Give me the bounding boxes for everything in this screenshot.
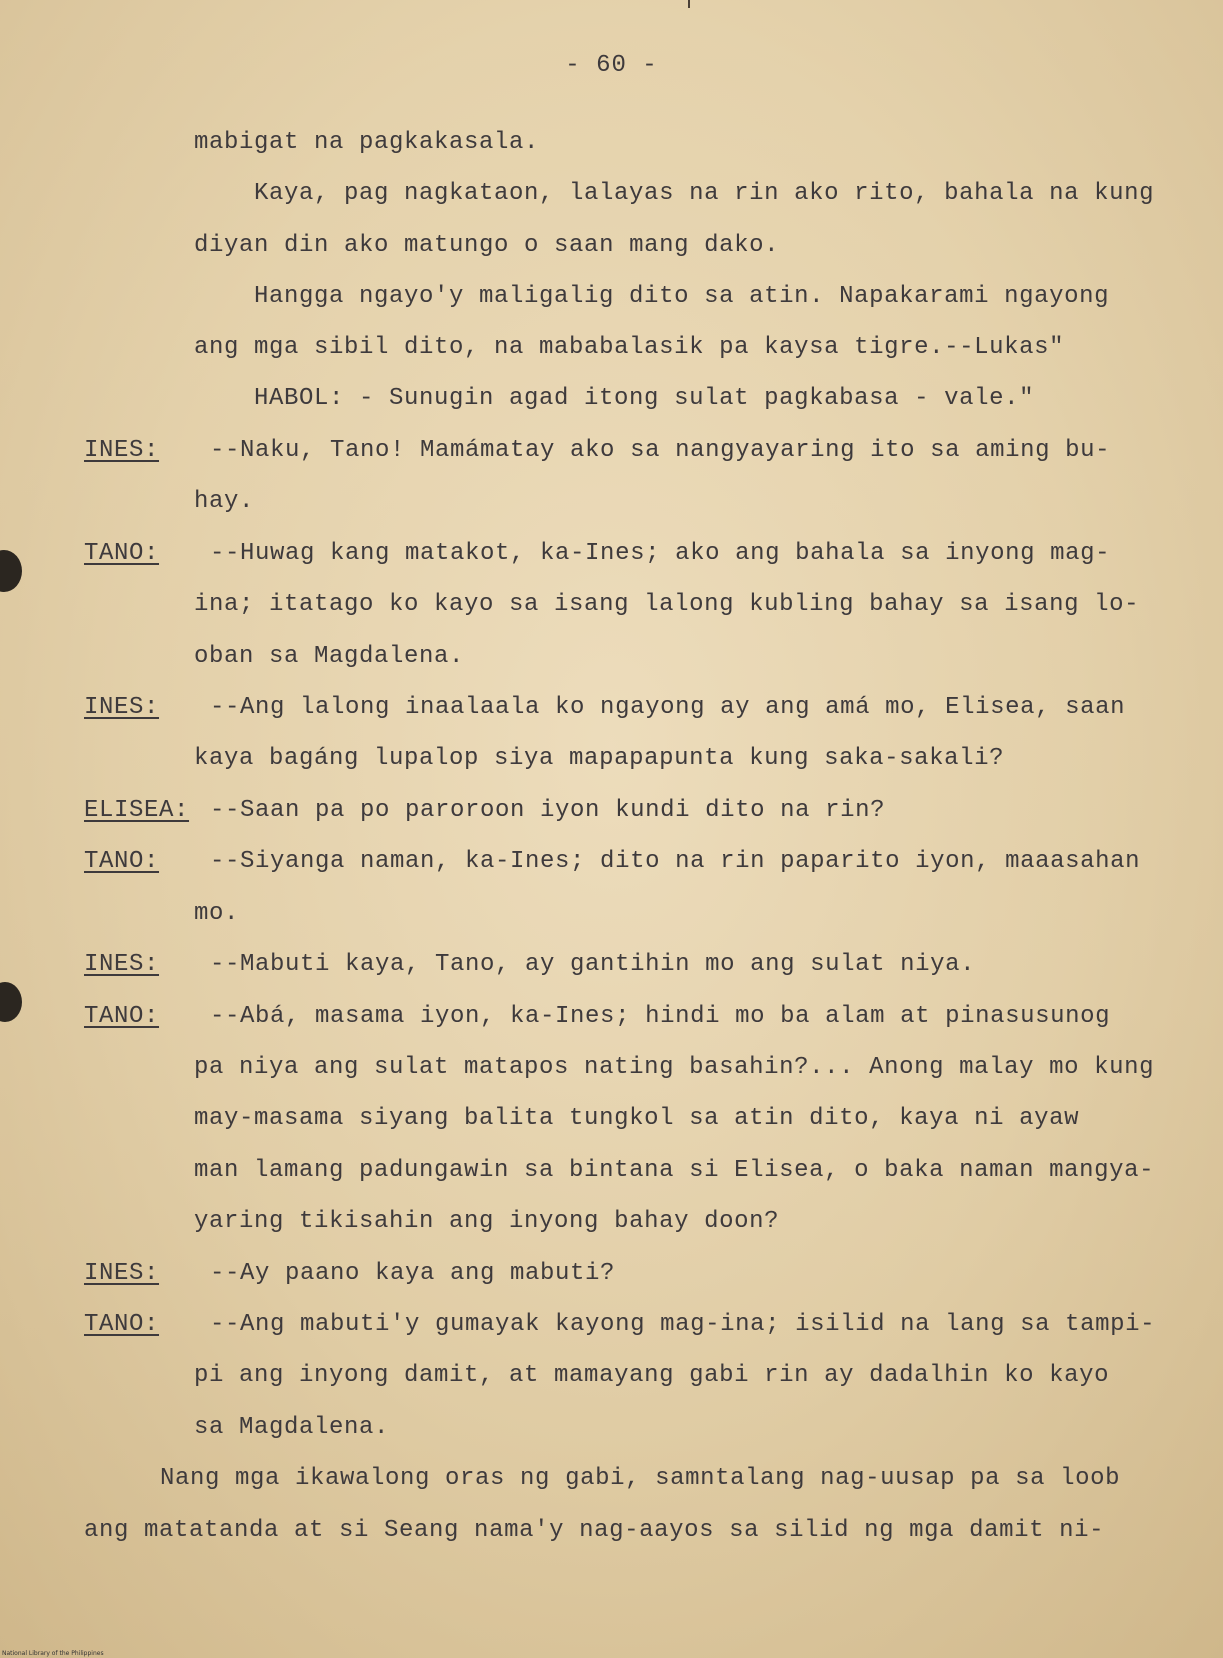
text-line: ang mga sibil dito, na mababalasik pa kaysa tigre.--Lukas" (194, 334, 1065, 361)
footer-credit: National Library of the Philippines (2, 1650, 104, 1657)
speaker-label: TANO: (84, 1003, 160, 1030)
dialogue-line: --Saan pa po paroroon iyon kundi dito na rin? (210, 797, 886, 824)
dialogue-line: sa Magdalena. (194, 1414, 390, 1441)
dialogue-line: --Ang lalong inaalaala ko ngayong ay ang amá mo, Elisea, saan (210, 694, 1126, 721)
dialogue-line: --Mabuti kaya, Tano, ay gantihin mo ang sulat niya. (210, 951, 976, 978)
dialogue-line: oban sa Magdalena. (194, 643, 465, 670)
punch-hole (0, 982, 22, 1022)
text-line: HABOL: - Sunugin agad itong sulat pagkabasa - vale." (254, 385, 1035, 412)
speaker-label: TANO: (84, 848, 160, 875)
page-number: - 60 - (565, 52, 658, 79)
speaker-label: TANO: (84, 1311, 160, 1338)
paper-mark (688, 0, 690, 8)
dialogue-line: hay. (194, 488, 255, 515)
speaker-label: INES: (84, 1260, 160, 1287)
text-line: Nang mga ikawalong oras ng gabi, samntalang nag-uusap pa sa loob (160, 1465, 1121, 1492)
dialogue-line: kaya bagáng lupalop siya mapapapunta kung saka-sakali? (194, 745, 1005, 772)
dialogue-line: --Abá, masama iyon, ka-Ines; hindi mo ba alam at pinasusunog (210, 1003, 1111, 1030)
dialogue-line: pi ang inyong damit, at mamayang gabi rin ay dadalhin ko kayo (194, 1362, 1110, 1389)
dialogue-line: may-masama siyang balita tungkol sa atin dito, kaya ni ayaw (194, 1105, 1080, 1132)
dialogue-line: --Naku, Tano! Mamámatay ako sa nangyayaring ito sa aming bu- (210, 437, 1111, 464)
dialogue-line: mo. (194, 900, 240, 927)
speaker-label: TANO: (84, 540, 160, 567)
text-line: diyan din ako matungo o saan mang dako. (194, 232, 780, 259)
dialogue-line: pa niya ang sulat matapos nating basahin?... Anong malay mo kung (194, 1054, 1155, 1081)
dialogue-line: man lamang padungawin sa bintana si Elisea, o baka naman mangya- (194, 1157, 1155, 1184)
text-line: ang matatanda at si Seang nama'y nag-aayos sa silid ng mga damit ni- (84, 1517, 1105, 1544)
dialogue-line: --Siyanga naman, ka-Ines; dito na rin paparito iyon, maaasahan (210, 848, 1141, 875)
dialogue-line: --Ay paano kaya ang mabuti? (210, 1260, 616, 1287)
dialogue-line: --Huwag kang matakot, ka-Ines; ako ang bahala sa inyong mag- (210, 540, 1111, 567)
text-line: Kaya, pag nagkataon, lalayas na rin ako rito, bahala na kung (254, 180, 1155, 207)
dialogue-line: ina; itatago ko kayo sa isang lalong kubling bahay sa isang lo- (194, 591, 1140, 618)
speaker-label: INES: (84, 951, 160, 978)
text-line: mabigat na pagkakasala. (194, 129, 540, 156)
speaker-label: INES: (84, 694, 160, 721)
speaker-label: INES: (84, 437, 160, 464)
text-line: Hangga ngayo'y maligalig dito sa atin. Napakarami ngayong (254, 283, 1110, 310)
speaker-label: ELISEA: (84, 797, 190, 824)
punch-hole (0, 550, 22, 592)
dialogue-line: yaring tikisahin ang inyong bahay doon? (194, 1208, 780, 1235)
dialogue-line: --Ang mabuti'y gumayak kayong mag-ina; isilid na lang sa tampi- (210, 1311, 1156, 1338)
